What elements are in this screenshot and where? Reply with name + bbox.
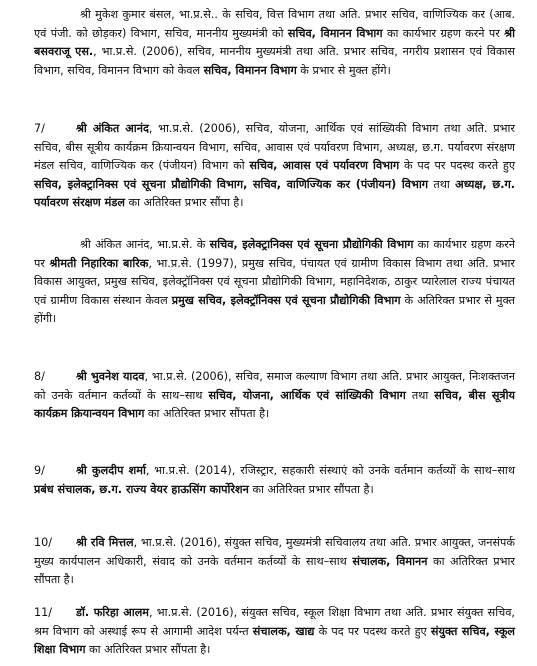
- order-paragraph: [34, 534, 515, 590]
- order-paragraph: [34, 462, 515, 499]
- order-paragraph: [34, 236, 515, 329]
- text-segment: का अतिरिक्त प्रभार सौंपता है।: [144, 407, 270, 421]
- bold-text-segment: प्रमुख सचिव, इलेक्ट्रॉनिक्स एवं सूचना प्रौद्योगिकी विभाग: [171, 293, 401, 307]
- bold-text-segment: संयुक्त सचिव, स्कूल शिक्षा विभाग: [34, 624, 515, 657]
- paragraph-number: 7/: [34, 122, 45, 135]
- order-paragraph: [34, 6, 515, 80]
- order-paragraph: [34, 604, 515, 660]
- text-segment: का अतिरिक्त प्रभार सौंपता है।: [248, 482, 374, 496]
- text-segment: के पद पर पदस्थ करते हुए: [399, 159, 516, 173]
- bold-text-segment: श्री बसवराजू एस.: [34, 26, 515, 59]
- bold-text-segment: सचिव, आवास एवं पर्यावरण विभाग: [249, 159, 400, 173]
- bold-text-segment: सचिव, इलेक्ट्रानिक्स एवं सूचना प्रौद्योगिकी विभाग: [209, 238, 414, 251]
- text-segment: श्री अंकित आनंद, भा.प्र.से. के: [80, 238, 210, 251]
- bold-text-segment: श्री रवि मित्तल: [76, 536, 134, 549]
- bold-text-segment: सचिव, विमानन विभाग: [287, 26, 383, 40]
- text-segment: का अतिरिक्त प्रभार सौंपता है।: [85, 643, 211, 657]
- bold-text-segment: सचिव, इलेक्ट्रानिक्स एवं सूचना प्रौद्योगिकी विभाग, सचिव, वाणिज्यिक कर (पंजीयन) विभाग: [34, 177, 429, 191]
- bold-text-segment: श्री कुलदीप शर्मा: [76, 464, 146, 477]
- text-segment: , भा.प्र.से. (2006), सचिव, माननीय मुख्यमंत्री तथा अति. प्रभार सचिव, नगरीय प्रशासन एवं विकास विभाग, सचिव, विमानन विभाग को केवल: [34, 45, 515, 77]
- text-segment: के प्रभार से मुक्त होंगे।: [296, 63, 391, 77]
- text-segment: के अतिरिक्त प्रभार से मुक्त होंगी।: [34, 293, 515, 326]
- bold-text-segment: डॉ. फरिहा आलम: [76, 606, 149, 619]
- text-segment: , भा.प्र.से. (2006), सचिव, समाज कल्याण विभाग तथा अति. प्रभार आयुक्त, निःशक्तजन को उनके वर्तमान कर्तव्यों के साथ–साथ: [34, 370, 516, 402]
- text-segment: तथा: [428, 177, 456, 191]
- bold-text-segment: सचिव, विमानन विभाग: [203, 63, 297, 77]
- bold-text-segment: प्रबंध संचालक, छ.ग. राज्य वेयर हाऊसिंग कार्पोरेशन: [34, 482, 249, 496]
- bold-text-segment: सचिव, योजना, आर्थिक एवं सांख्यिकी विभाग: [208, 388, 406, 402]
- bold-text-segment: संचालक, खाद्य: [252, 624, 315, 638]
- text-segment: का अतिरिक्त प्रभार सौंपा है।: [124, 196, 244, 210]
- order-paragraph: [34, 120, 515, 213]
- bold-text-segment: श्री भुवनेश यादव: [76, 370, 145, 383]
- text-segment: का अतिरिक्त प्रभार सौंपता है।: [34, 554, 515, 587]
- paragraph-number: 9/: [34, 464, 45, 477]
- paragraph-number: 8/: [34, 370, 45, 383]
- bold-text-segment: संचालक, विमानन: [352, 554, 428, 568]
- text-segment: , भा.प्र.से. (2016), संयुक्त सचिव, मुख्यमंत्री सचिवालय तथा अति. प्रभार आयुक्त, जनसंपर्क मुख्य कार्यपालन अधिकारी, संवाद को उनके वर्तमान कर्तव्यों के साथ–साथ: [34, 536, 515, 568]
- text-segment: , भा.प्र.से. (2016), संयुक्त सचिव, स्कूल शिक्षा विभाग तथा अति. प्रभार संयुक्त सचिव, श्रम विभाग को अस्थाई रूप से आगामी आदेश पर्यन्त: [34, 606, 515, 638]
- paragraph-number: 11/: [34, 606, 53, 619]
- text-segment: , भा.प्र.से. (1997), प्रमुख सचिव, पंचायत एवं ग्रामीण विकास विभाग तथा अति. प्रभार विकास आयुक्त, प्रमुख सचिव, इलेक्ट्रॉनिक्स एवं सूचना प्रौद्योगिकी विभाग, महानिदेशक, ठाकुर प्यारेलाल राज्य पंचायत एवं ग्रामीण विकास संस्थान केवल: [34, 256, 515, 307]
- paragraph-number: 10/: [34, 536, 53, 549]
- bold-text-segment: श्रीमती निहारिका बारिक: [49, 256, 149, 270]
- text-segment: , भा.प्र.से. (2014), रजिस्ट्रार, सहकारी संस्थाएं को उनके वर्तमान कर्तव्यों के साथ–साथ: [145, 464, 515, 477]
- bold-text-segment: सचिव, बीस सूत्रीय कार्यक्रम क्रियान्वयन विभाग: [34, 388, 515, 421]
- text-segment: , भा.प्र.से. (2006), सचिव, योजना, आर्थिक एवं सांख्यिकी विभाग तथा अति. प्रभार सचिव, बीस सूत्रीय कार्यक्रम क्रियान्वयन विभाग, सचिव, आवास एवं पर्यावरण विभाग, अध्यक्ष, छ.ग. पर्यावरण संरक्षण मंडल सचिव, वाणिज्यिक कर (पंजीयन) विभाग को: [34, 122, 516, 173]
- text-segment: का कार्यभार ग्रहण करने पर: [34, 238, 515, 270]
- text-segment: का कार्यभार ग्रहण करने पर: [382, 26, 505, 40]
- bold-text-segment: अध्यक्ष, छ.ग. पर्यावरण संरक्षण मंडल: [34, 177, 515, 210]
- bold-text-segment: श्री अंकित आनंद: [76, 122, 149, 135]
- text-segment: तथा: [405, 388, 435, 402]
- text-segment: के पद पर पदस्थ करते हुए: [314, 624, 431, 638]
- text-segment: श्री मुकेश कुमार बंसल, भा.प्र.से.. के सचिव, वित्त विभाग तथा अति. प्रभार सचिव, वाणिज्यिक कर (आब. एवं पंजी. को छोड़कर) विभाग, सचिव, माननीय मुख्यमंत्री को: [34, 8, 515, 40]
- order-paragraph: [34, 368, 515, 424]
